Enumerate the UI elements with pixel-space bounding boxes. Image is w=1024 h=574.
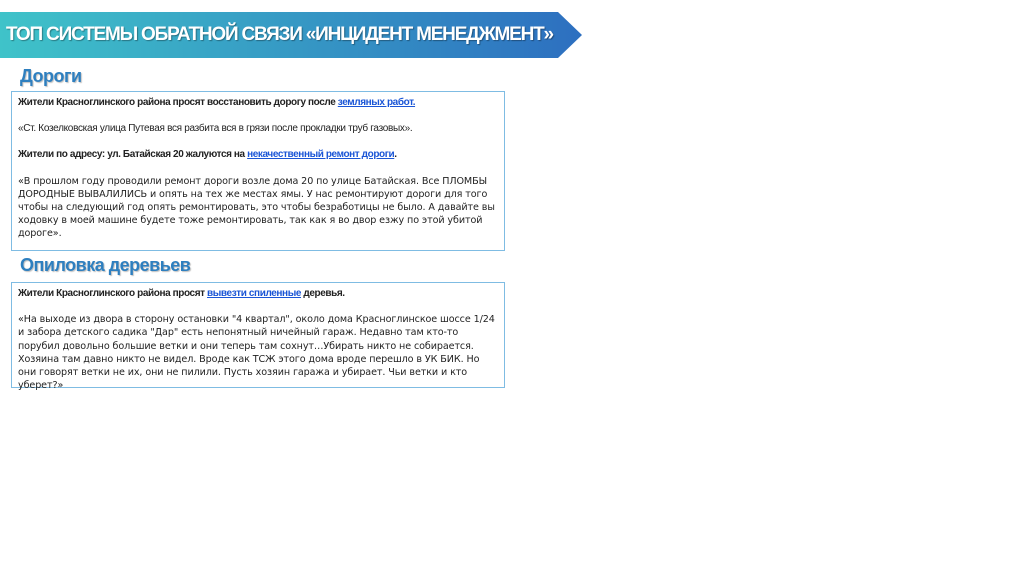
trees-content-box	[11, 282, 505, 392]
roads-request-2	[18, 148, 498, 161]
trees-request-1	[18, 287, 498, 300]
roads-content-box	[11, 91, 505, 251]
trees-request-1-text: Жители Красноглинского района просят	[18, 288, 208, 299]
page-title: ТОП СИСТЕМЫ ОБРАТНОЙ СВЯЗИ «ИНЦИДЕНТ МЕНЕДЖМЕНТ»	[6, 24, 553, 45]
roads-request-1	[18, 96, 498, 109]
section-heading-trees: Опиловка деревьев	[20, 255, 191, 275]
poor-road-repair-link[interactable]: некачественный ремонт дороги	[247, 149, 395, 161]
title-banner	[0, 12, 582, 58]
trees-request-1-tail: деревья.	[301, 288, 345, 299]
roads-quote-1: «Ст. Козелковская улица Путевая вся разбита вся в грязи после прокладки труб газовых».	[18, 123, 413, 135]
remove-cut-trees-link[interactable]: вывезти спиленные	[207, 288, 302, 299]
section-heading-roads: Дороги	[20, 66, 82, 86]
earthworks-link[interactable]: земляных работ.	[337, 97, 416, 108]
roads-request-1-text: Жители Красноглинского района просят восстановить дорогу после	[18, 97, 338, 108]
roads-quote-2: «В прошлом году проводили ремонт дороги возле дома 20 по улице Батайская. Все ПЛОМБЫ ДОРОДНЫЕ ВЫВАЛИЛИСЬ и опять на тех же местах ямы. У нас ремонтируют дороги для того чтобы на следующий год опять ремонтировать, это чтобы безработицы не было. А давайте вы ходовку в моей машине будете тоже ремонтировать, так как я во двор езжу по этой убитой дороге».	[18, 175, 495, 240]
roads-request-2-text: Жители по адресу: ул. Батайская 20 жалуются на	[18, 149, 248, 161]
roads-request-2-tail: .	[394, 149, 397, 161]
trees-quote-1: «На выходе из двора в сторону остановки "4 квартал", около дома Красноглинское шоссе 1/24 и забора детского садика "Дар" есть непонятный ничейный гараж. Недавно там кто-то порубил довольно большие ветки и они теперь там сохнут…Убирать никто не собирается. Хозяина там давно никто не видел. Вроде как ТСЖ этого дома вроде перешло в УК БИК. Но они говорят ветки не их, они не пилили. Пусть хозяин гаража и убирает. Чьи ветки и кто уберет?»	[18, 314, 495, 392]
